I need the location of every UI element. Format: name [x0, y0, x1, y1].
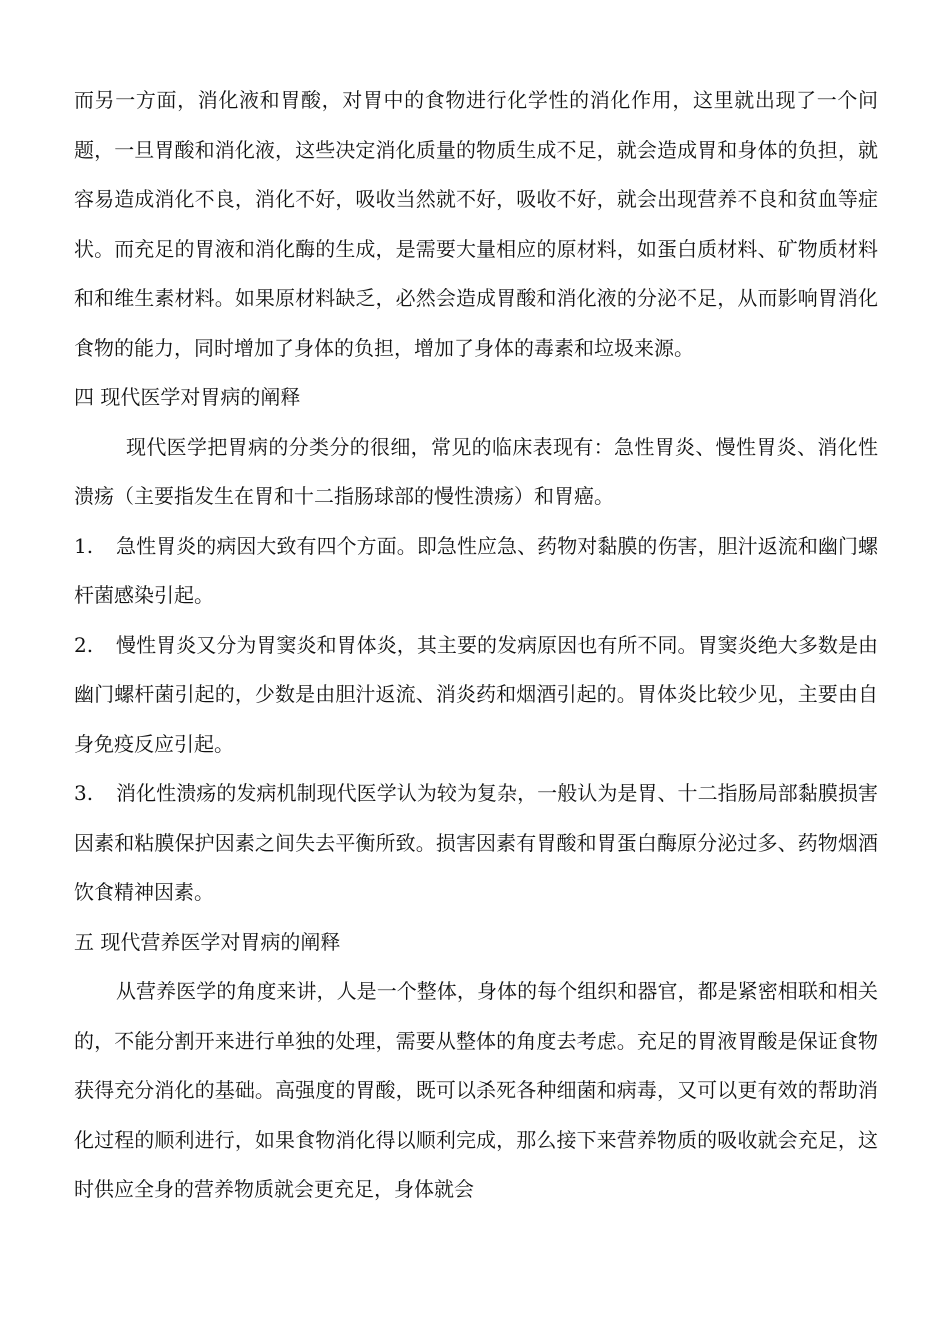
list-number: 1. [74, 533, 94, 558]
list-item-text: 急性胃炎的病因大致有四个方面。即急性应急、药物对黏膜的伤害，胆汁返流和幽门螺杆菌感染引起。 [74, 533, 878, 607]
list-number: 2. [74, 632, 94, 657]
list-item-text: 消化性溃疡的发病机制现代医学认为较为复杂，一般认为是胃、十二指肠局部黏膜损害因素和粘膜保护因素之间失去平衡所致。损害因素有胃酸和胃蛋白酶原分泌过多、药物烟酒饮食精神因素。 [74, 781, 878, 904]
section-heading-five: 五 现代营养医学对胃病的阐释 [74, 929, 341, 954]
paragraph-modern-medicine-intro: 现代医学把胃病的分类分的很细，常见的临床表现有：急性胃炎、慢性胃炎、消化性溃疡（主要指发生在胃和十二指肠球部的慢性溃疡）和胃癌。 [74, 434, 878, 508]
list-item-2 [74, 621, 878, 770]
list-item-1 [74, 522, 878, 621]
section-heading-four: 四 现代医学对胃病的阐释 [74, 385, 301, 409]
paragraph-nutrition-medicine: 从营养医学的角度来讲，人是一个整体，身体的每个组织和器官，都是紧密相联和相关的，不能分割开来进行单独的处理，需要从整体的角度去考虑。充足的胃液胃酸是保证食物获得充分消化的基础。高强度的胃酸，既可以杀死各种细菌和病毒，又可以更有效的帮助消化过程的顺利进行，如果食物消化得以顺利完成，那么接下来营养物质的吸收就会充足，这时供应全身的营养物质就会更充足，身体就会 [74, 979, 878, 1201]
list-item-text: 慢性胃炎又分为胃窦炎和胃体炎，其主要的发病原因也有所不同。胃窦炎绝大多数是由幽门螺杆菌引起的，少数是由胆汁返流、消炎药和烟酒引起的。胃体炎比较少见，主要由自身免疫反应引起。 [74, 632, 878, 756]
list-item-3 [74, 769, 878, 918]
list-number: 3. [74, 781, 94, 805]
paragraph-digestion-burden: 而另一方面，消化液和胃酸，对胃中的食物进行化学性的消化作用，这里就出现了一个问题，一旦胃酸和消化液，这些决定消化质量的物质生成不足，就会造成胃和身体的负担，就容易造成消化不良，消化不好，吸收当然就不好，吸收不好，就会出现营养不良和贫血等症状。而充足的胃液和消化酶的生成，是需要大量相应的原材料，如蛋白质材料、矿物质材料和和维生素材料。如果原材料缺乏，必然会造成胃酸和消化液的分泌不足，从而影响胃消化食物的能力，同时增加了身体的负担，增加了身体的毒素和垃圾来源。 [74, 88, 878, 360]
